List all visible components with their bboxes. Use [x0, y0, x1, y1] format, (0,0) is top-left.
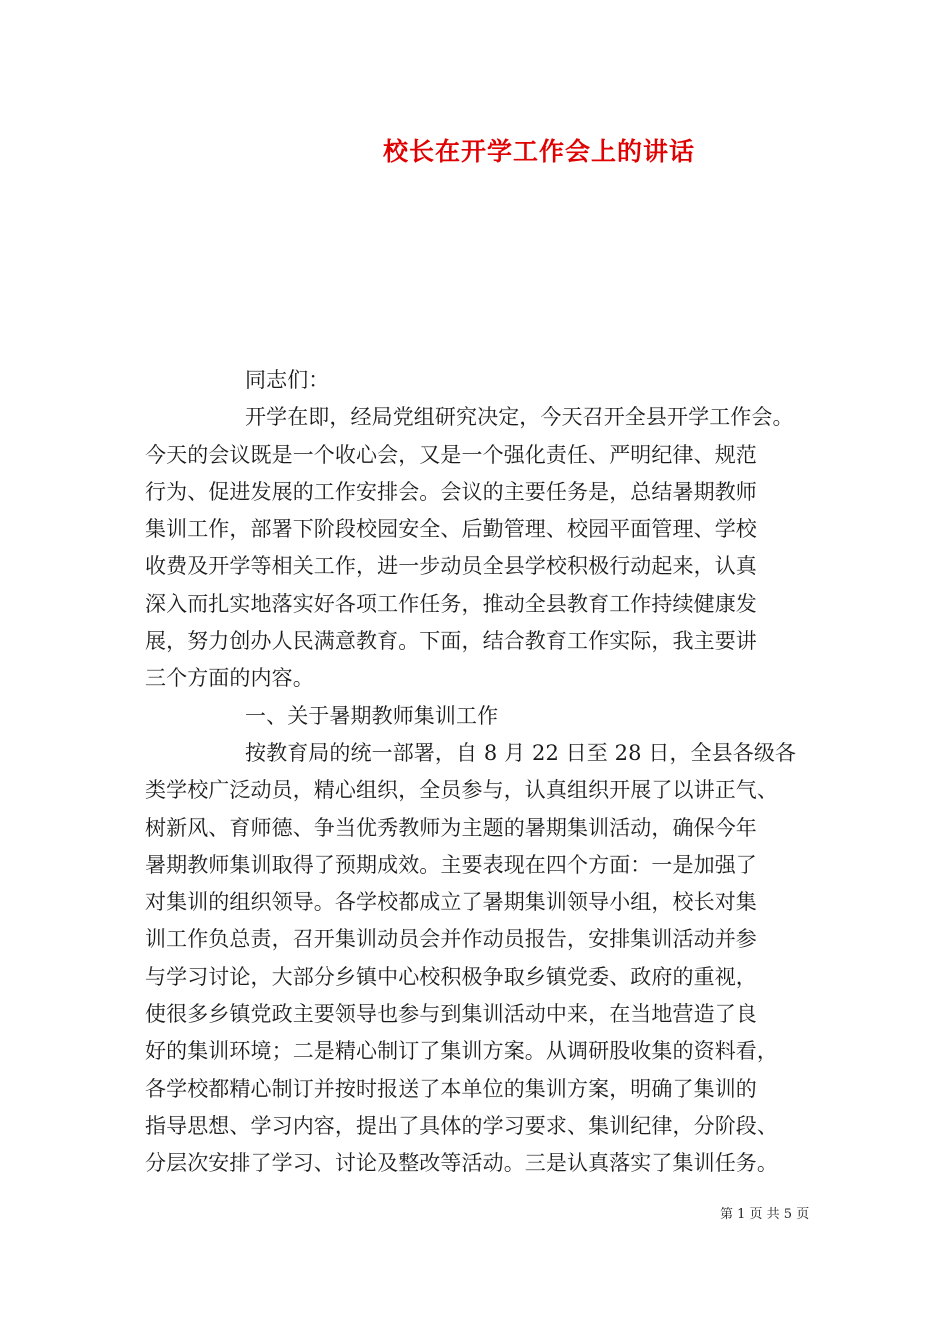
body-line: 训工作负总责，召开集训动员会并作动员报告，安排集训活动并参	[145, 927, 757, 952]
body-line: 开学在即，经局党组研究决定，今天召开全县开学工作会。	[245, 405, 794, 430]
body-line: 与学习讨论，大部分乡镇中心校积极争取乡镇党委、政府的重视，	[145, 964, 757, 989]
body-line: 好的集训环境；二是精心制订了集训方案。从调研股收集的资料看，	[145, 1039, 778, 1064]
body-line: 按教育局的统一部署，自 8 月 22 日至 28 日，全县各级各	[245, 740, 797, 765]
body-line: 展，努力创办人民满意教育。下面，结合教育工作实际，我主要讲	[145, 629, 757, 654]
body-line: 三个方面的内容。	[145, 666, 314, 691]
document-body	[145, 362, 810, 1183]
body-line: 集训工作，部署下阶段校园安全、后勤管理、校园平面管理、学校	[145, 517, 757, 542]
body-line: 指导思想、学习内容，提出了具体的学习要求、集训纪律，分阶段、	[145, 1113, 778, 1138]
body-line: 对集训的组织领导。各学校都成立了暑期集训领导小组，校长对集	[145, 890, 757, 915]
body-line: 今天的会议既是一个收心会，又是一个强化责任、严明纪律、规范	[145, 442, 757, 467]
body-line: 收费及开学等相关工作，进一步动员全县学校积极行动起来，认真	[145, 554, 757, 579]
body-line: 使很多乡镇党政主要领导也参与到集训活动中来，在当地营造了良	[145, 1002, 757, 1027]
body-line: 行为、促进发展的工作安排会。会议的主要任务是，总结暑期教师	[145, 479, 757, 504]
body-line: 类学校广泛动员，精心组织，全员参与，认真组织开展了以讲正气、	[145, 778, 778, 803]
page-number: 第 1 页 共 5 页	[720, 1207, 810, 1222]
section-heading: 一、关于暑期教师集训工作	[245, 703, 499, 728]
body-line: 深入而扎实地落实好各项工作任务，推动全县教育工作持续健康发	[145, 591, 757, 616]
body-line: 暑期教师集训取得了预期成效。主要表现在四个方面：一是加强了	[145, 852, 757, 877]
document-title: 校长在开学工作会上的讲话	[382, 137, 695, 166]
body-line: 各学校都精心制订并按时报送了本单位的集训方案，明确了集训的	[145, 1076, 757, 1101]
body-line: 同志们：	[245, 368, 330, 392]
body-line: 分层次安排了学习、讨论及整改等活动。三是认真落实了集训任务。	[145, 1151, 778, 1176]
body-line: 树新风、育师德、争当优秀教师为主题的暑期集训活动，确保今年	[145, 815, 757, 840]
